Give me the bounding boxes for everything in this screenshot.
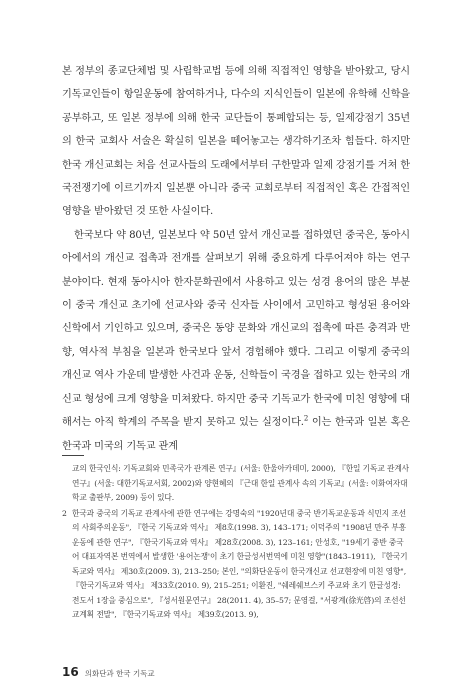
body-text (62, 60, 410, 458)
footnote-2 (62, 507, 410, 623)
paragraph-1: 본 정부의 종교단체법 및 사립학교법 등에 의해 직접적인 영향을 받아왔고, 당시 기독교인들이 항일운동에 참여하거나, 다수의 지식인들이 일본에 유학해 신학을 공부하고, 또 일본 정부에 의해 한국 교단들이 통폐합되는 등, 일제강점기 35년의 한국 교회사 서술은 확실히 일본을 떼어놓고는 생각하기조차 힘들다. 하지만 한국 개신교회는 처음 선교사들의 도래에서부터 구한말과 일제 강점기를 거쳐 한국전쟁기에 이르기까지 일본뿐 아니라 중국 교회로부터 직접적인 혹은 간접적인 영향을 받아왔던 것 또한 사실이다. (62, 66, 410, 218)
running-title: 의화단과 한국 기독교 (84, 669, 155, 678)
paragraph-2-tail: 이는 한국과 일본 혹은 한국과 미국의 기독교 관계 (62, 417, 410, 452)
footnotes (62, 462, 410, 623)
footnote-2-number: 2 (62, 508, 67, 518)
footnote-2-text: 한국과 중국의 기독교 관계사에 관한 연구에는 강명숙의 "1920년대 중국 반기독교운동과 식민지 조선의 사회주의운동", 『한국 기독교와 역사』 제8호(1998. 3), 143–171; 이덕주의 "1908년 만주 부흥운동에 관한 연구", 『한국기독교와 역사』 제28호(2008. 3), 123–161; 안성호, "19세기 중반 중국어 대표자역본 번역에서 발생한 '용어논쟁'이 초기 한글성서번역에 미친 영향"(1843–1911), 『한국기독교와 역사』 제30호(2009. 3), 213–250; 본인, "의화단운동이 한국개신교 선교현장에 미친 영향", 『한국기독교와 역사』 제33호(2010. 9), 215–251; 이환진, "쉐레쉐브스키 주교와 초기 한글성경: 전도서 1장을 중심으로", 『성서원문연구』 28(2011. 4), 35–57; 문영걸, "서광계(徐光啓)의 조선선교계획 전말", 『한국기독교와 역사』 제39호(2013. 9), (72, 508, 408, 619)
footnote-continued: 교의 한국인식: 기독교회와 민족국가 관계론 연구』(서울: 한울아카데미, 2000), 『한일 기독교 관계사 연구』(서울: 대한기독교서회, 2002)와 양현혜의 『근대 한일 관계사 속의 기독교』(서울: 이화여자대학교 출판부, 2009) 등이 있다. (72, 464, 409, 502)
footnote-divider (62, 455, 84, 456)
paragraph-2-text: 한국보다 약 80년, 일본보다 약 50년 앞서 개신교를 접하였던 중국은, 동아시아에서의 개신교 접촉과 전개를 살펴보기 위해 중요하게 다루어져야 하는 연구 분야이다. 현재 동아시아 한자문화권에서 사용하고 있는 성경 용어의 많은 부분이 중국 개신교 초기에 선교사와 중국 신자들 사이에서 고민하고 형성된 용어와 신학에서 기인하고 있으며, 중국은 동양 문화와 개신교의 접촉에 따른 충격과 반향, 역사적 부침을 일본과 한국보다 앞서 경험해야 했다. 그리고 이렇게 중국의 개신교 역사 가운데 발생한 사건과 운동, 신학들이 국경을 접하고 있는 한국의 개신교 형성에 크게 영향을 미쳐왔다. 하지만 중국 기독교가 한국에 미친 영향에 대해서는 아직 학계의 주목을 받지 못하고 있는 실정이다. (62, 229, 410, 429)
page-footer (62, 665, 155, 679)
footnote-reference[interactable]: 2 (303, 414, 309, 423)
page-number: 16 (62, 665, 79, 679)
paragraph-2 (62, 224, 410, 458)
